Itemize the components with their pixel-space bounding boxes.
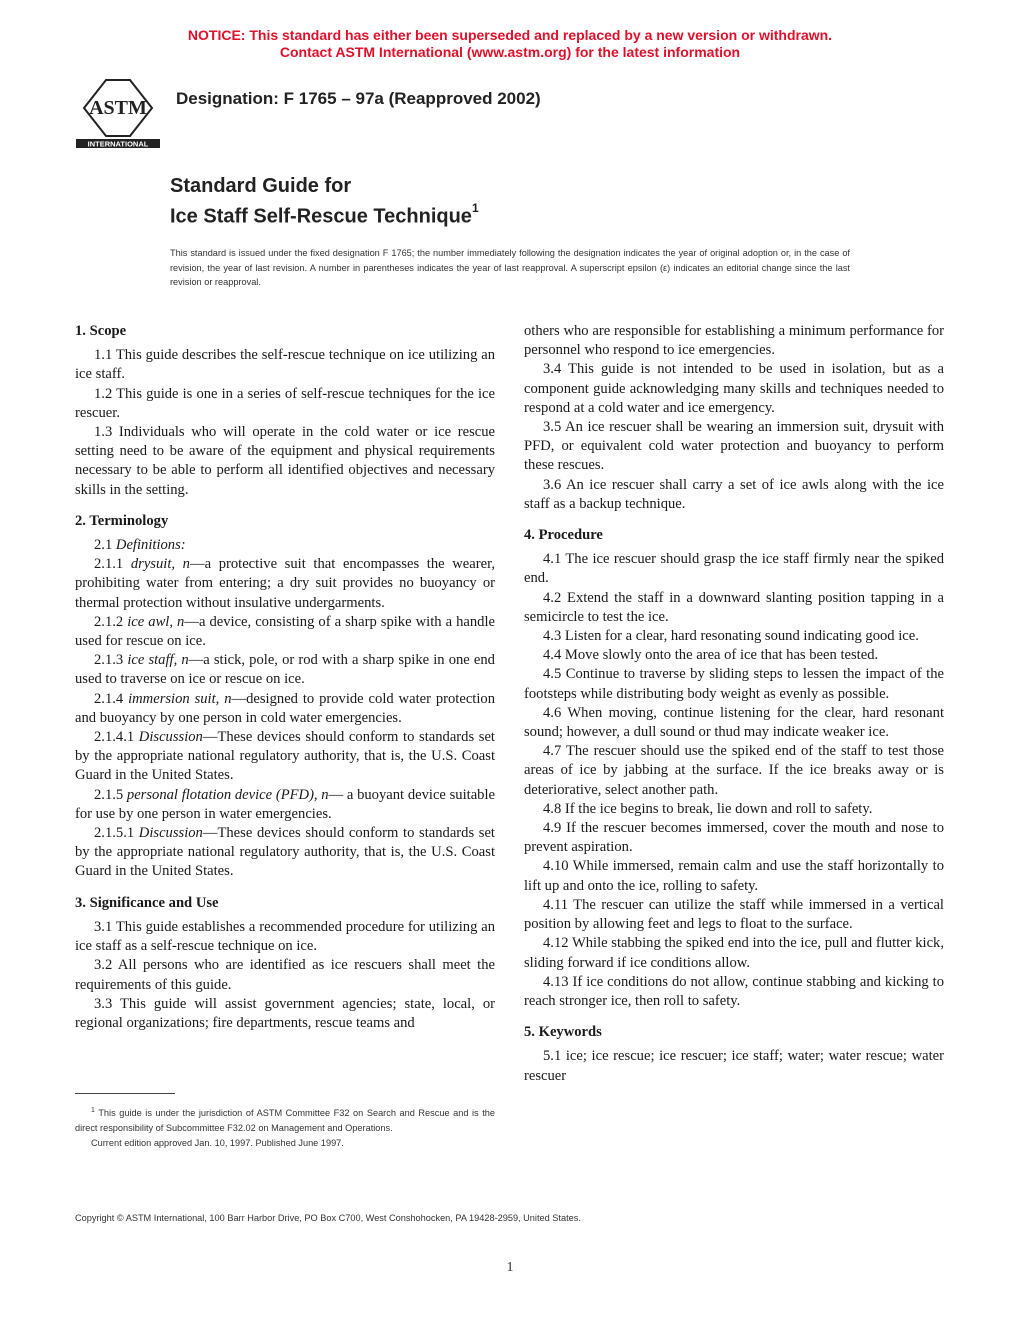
left-column xyxy=(75,322,495,1033)
paragraph-4-10: 4.10 While immersed, remain calm and use the staff horizontally to lift up and onto the ice, rolling to safety. xyxy=(524,858,944,894)
paragraph-3-3-continued: others who are responsible for establishing a minimum performance for personnel who respond to ice emergencies. xyxy=(524,323,944,359)
title-line-2-text: Ice Staff Self-Rescue Technique xyxy=(170,205,472,228)
footnote-1 xyxy=(75,1103,495,1136)
term: drysuit, n xyxy=(130,556,190,573)
discussion-2-1-5-1 xyxy=(75,824,495,882)
right-column xyxy=(524,322,944,1086)
astm-logo xyxy=(76,76,160,150)
number: 2.1.5 xyxy=(94,786,124,803)
paragraph-4-8: 4.8 If the ice begins to break, lie down and roll to safety. xyxy=(543,800,873,817)
definition-text: —a protective suit that encompasses the wearer, prohibiting water from entering; a dry suit provides no buoyancy or thermal protection without insulative undergarments. xyxy=(75,556,495,611)
number: 2.1.4.1 xyxy=(94,729,135,746)
label: Discussion xyxy=(138,825,203,842)
section-heading-keywords: 5. Keywords xyxy=(524,1024,602,1041)
paragraph-3-1: 3.1 This guide establishes a recommended procedure for utilizing an ice staff as a self-rescue technique on ice. xyxy=(75,918,495,955)
title-line-2 xyxy=(170,199,479,230)
astm-logo-subtext: INTERNATIONAL xyxy=(87,139,149,149)
term: personal flotation device (PFD), n xyxy=(126,786,329,803)
number: 2.1.1 xyxy=(94,556,124,573)
discussion-2-1-4-1 xyxy=(75,728,495,786)
paragraph-1-3: 1.3 Individuals who will operate in the cold water or ice rescue setting need to be aware of the equipment and physical requirements necessary to be able to perform all identified objectives and necessary skills in the setting. xyxy=(75,424,495,498)
paragraph-4-3: 4.3 Listen for a clear, hard resonating sound indicating good ice. xyxy=(543,628,919,645)
term: immersion suit, n xyxy=(128,690,232,707)
paragraph-4-13: 4.13 If ice conditions do not allow, continue stabbing and kicking to reach stronger ice, then roll to safety. xyxy=(524,973,944,1009)
section-heading-significance: 3. Significance and Use xyxy=(75,894,219,911)
definition-text: — a buoyant device suitable for use by one person in water emergencies. xyxy=(75,786,495,822)
footnote-marker: 1 xyxy=(91,1107,95,1114)
paragraph-3-6: 3.6 An ice rescuer shall carry a set of ice awls along with the ice staff as a backup technique. xyxy=(524,476,944,512)
paragraph-4-2: 4.2 Extend the staff in a downward slanting position tapping in a semicircle to test the ice. xyxy=(524,589,944,625)
definition-immersion-suit xyxy=(75,690,495,728)
footnote-approval: Current edition approved Jan. 10, 1997. Published June 1997. xyxy=(91,1138,344,1149)
section-heading-terminology: 2. Terminology xyxy=(75,512,169,529)
paragraph-3-2: 3.2 All persons who are identified as ice rescuers shall meet the requirements of this guide. xyxy=(75,957,495,993)
definition-ice-staff xyxy=(75,651,495,689)
definition-text: —a device, consisting of a sharp spike with a handle used for rescue on ice. xyxy=(75,613,495,650)
paragraph-4-11: 4.11 The rescuer can utilize the staff while immersed in a vertical position by allowing feet and legs to float to the surface. xyxy=(524,896,944,933)
paragraph-4-9: 4.9 If the rescuer becomes immersed, cover the mouth and nose to prevent aspiration. xyxy=(524,820,944,856)
definition-pfd xyxy=(75,786,495,824)
notice-line-2: Contact ASTM International (www.astm.org) for the latest information xyxy=(279,44,741,60)
notice-banner xyxy=(0,27,1020,61)
designation: Designation: F 1765 – 97a (Reapproved 2002) xyxy=(176,89,541,108)
discussion-text: —These devices should conform to standards set by the appropriate national regulatory authority, that is, the U.S. Coast Guard in the United States. xyxy=(75,729,495,784)
title-line-1: Standard Guide for xyxy=(170,175,352,197)
document-title xyxy=(170,174,479,230)
astm-logo-text: ASTM xyxy=(89,97,147,119)
number: 2.1.2 xyxy=(94,613,124,630)
notice-line-1: NOTICE: This standard has either been superseded and replaced by a new version or withdrawn. xyxy=(187,27,833,43)
number: 2.1 xyxy=(94,537,113,554)
definition-text: —a stick, pole, or rod with a sharp spike in one end used to traverse on ice or rescue on ice. xyxy=(75,652,495,688)
paragraph-4-5: 4.5 Continue to traverse by sliding steps to lessen the impact of the footsteps while distributing body weight as evenly as possible. xyxy=(524,666,944,702)
paragraph-4-6: 4.6 When moving, continue listening for the clear, hard resonant sound; however, a dull sound or thud may indicate weaker ice. xyxy=(524,704,944,741)
footnote-text: This guide is under the jurisdiction of ASTM Committee F32 on Search and Rescue and is the direct responsibility of Subcommittee F32.02 on Management and Operations. xyxy=(75,1108,495,1134)
page-number: 1 xyxy=(506,1260,514,1275)
label: Discussion xyxy=(138,729,203,746)
number: 2.1.3 xyxy=(94,652,124,669)
paragraph-4-4: 4.4 Move slowly onto the area of ice that has been tested. xyxy=(543,647,879,664)
section-heading-scope: 1. Scope xyxy=(75,323,127,339)
paragraph-4-1: 4.1 The ice rescuer should grasp the ice staff firmly near the spiked end. xyxy=(524,551,944,587)
definition-text: —designed to provide cold water protection and buoyancy by one person in cold water emergencies. xyxy=(75,690,496,726)
definition-ice-awl xyxy=(75,613,495,651)
paragraph-3-3: 3.3 This guide will assist government agencies; state, local, or regional organizations; fire departments, rescue teams and xyxy=(75,995,495,1031)
paragraph-4-7: 4.7 The rescuer should use the spiked end of the staff to test those areas of ice by jabbing at the surface. If the ice breaks away or is deteriorative, select another path. xyxy=(524,743,944,798)
footnote-divider xyxy=(75,1093,175,1094)
paragraph-1-1: 1.1 This guide describes the self-rescue technique on ice utilizing an ice staff. xyxy=(75,347,495,383)
copyright-line: Copyright © ASTM International, 100 Barr Harbor Drive, PO Box C700, West Conshohocken, PA 19428-2959, United States. xyxy=(75,1213,581,1223)
footnote xyxy=(75,1103,495,1151)
title-footnote-ref: 1 xyxy=(471,201,479,215)
definition-drysuit xyxy=(75,555,495,613)
section-heading-procedure: 4. Procedure xyxy=(524,527,603,544)
number: 2.1.5.1 xyxy=(94,825,135,842)
paragraph-1-2: 1.2 This guide is one in a series of self-rescue techniques for the ice rescuer. xyxy=(75,385,495,421)
paragraph-3-5: 3.5 An ice rescuer shall be wearing an immersion suit, drysuit with PFD, or equivalent cold water protection and buoyancy to perform these rescues. xyxy=(524,419,944,474)
paragraph-3-4: 3.4 This guide is not intended to be used in isolation, but as a component guide acknowledging many skills and techniques needed to respond at a cold water and ice emergency. xyxy=(524,361,944,416)
issuance-note: This standard is issued under the fixed designation F 1765; the number immediately following the designation indicates the year of original adoption or, in the case of revision, the year of last revision. A number in parentheses indicates the year of last reapproval. A superscript epsilon (ε) indicates an editorial change since the last revision or reapproval. xyxy=(170,248,850,287)
term: ice awl, n xyxy=(127,613,185,630)
paragraph-2-1 xyxy=(75,536,495,555)
paragraph-4-12: 4.12 While stabbing the spiked end into the ice, pull and flutter kick, sliding forward if ice conditions allow. xyxy=(524,935,944,971)
paragraph-5-1: 5.1 ice; ice rescue; ice rescuer; ice staff; water; water rescue; water rescuer xyxy=(524,1048,944,1084)
term: ice staff, n xyxy=(127,652,189,669)
number: 2.1.4 xyxy=(94,690,124,707)
discussion-text: —These devices should conform to standards set by the appropriate national regulatory authority, that is, the U.S. Coast Guard in the United States. xyxy=(75,825,495,880)
label: Definitions: xyxy=(115,537,186,554)
